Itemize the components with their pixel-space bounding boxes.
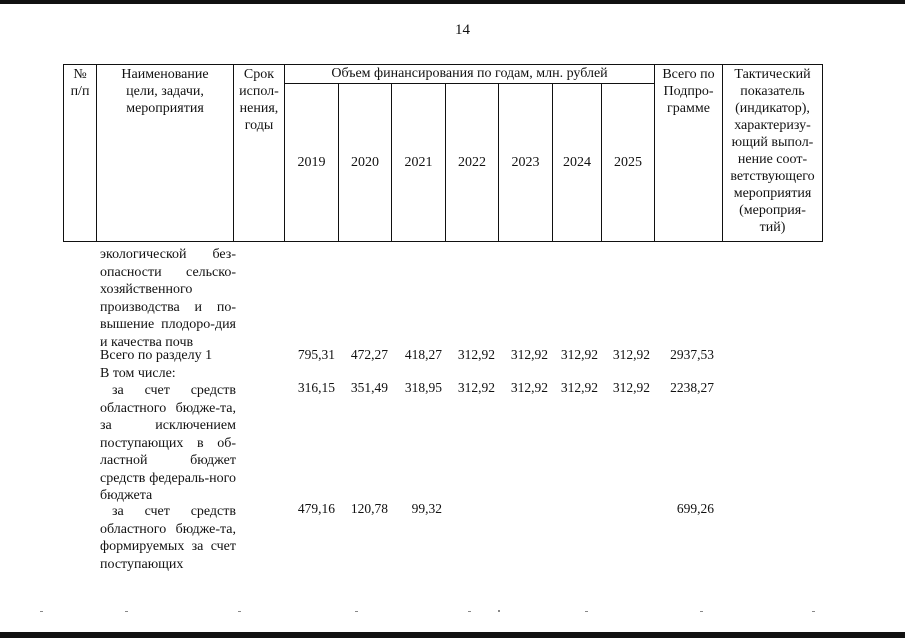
year-2020: 2020 [339, 84, 392, 242]
year-2024: 2024 [553, 84, 602, 242]
row-3-2019: 316,15 [297, 380, 335, 395]
year-2023: 2023 [499, 84, 553, 242]
page-number: 14 [455, 22, 470, 38]
bottom-border [0, 632, 905, 638]
col-num: № п/п [64, 65, 97, 242]
row-3-2020: 351,49 [350, 380, 388, 395]
col-term: Срок испол- нения, годы [234, 65, 285, 242]
row-3-total: 2238,27 [670, 380, 714, 395]
row-1-2022: 312,92 [457, 347, 495, 362]
row-4-2021: 99,32 [411, 501, 442, 516]
row-2-text: В том числе: [100, 366, 176, 381]
row-3-2022: 312,92 [457, 380, 495, 395]
row-3-2024: 312,92 [560, 380, 598, 395]
year-2025: 2025 [602, 84, 655, 242]
row-1-2021: 418,27 [404, 347, 442, 362]
row-4-total: 699,26 [676, 501, 714, 516]
row-1-2025: 312,92 [612, 347, 650, 362]
year-2022: 2022 [446, 84, 499, 242]
row-1-2024: 312,92 [560, 347, 598, 362]
top-border [0, 0, 905, 4]
row-3-2023: 312,92 [510, 380, 548, 395]
row-1-text: Всего по разделу 1 [100, 348, 213, 363]
table-header [63, 64, 823, 242]
row-4-2020: 120,78 [350, 501, 388, 516]
year-2019: 2019 [285, 84, 339, 242]
row-1-2020: 472,27 [350, 347, 388, 362]
scan-noise [0, 610, 905, 614]
col-name: Наименование цели, задачи, мероприятия [97, 65, 234, 242]
row-4-2019: 479,16 [297, 501, 335, 516]
row-1-2023: 312,92 [510, 347, 548, 362]
year-2021: 2021 [392, 84, 446, 242]
row-1-total: 2937,53 [670, 347, 714, 362]
row-3-2025: 312,92 [612, 380, 650, 395]
row-3-2021: 318,95 [404, 380, 442, 395]
col-indicator: Тактический показатель (индикатор), характеризу- ющий выпол- нение соот- ветствующего мероприятия (мероприя- тий) [723, 65, 823, 242]
col-total: Всего по Подпро- грамме [655, 65, 723, 242]
row-4-text: за счет средств областного бюдже-та, формируемых за счет поступающих [100, 504, 236, 572]
row-3-text: за счет средств областного бюдже-та, за исключением поступающих в об-ластной бюджет средств федераль-ного бюджета [100, 383, 236, 503]
row-1-2019: 795,31 [297, 347, 335, 362]
col-funding: Объем финансирования по годам, млн. рублей [285, 65, 655, 84]
row-0-text: экологической без-опасности сельско-хозяйственного производства и по-вышение плодоро-дия и качества почв [100, 247, 236, 350]
